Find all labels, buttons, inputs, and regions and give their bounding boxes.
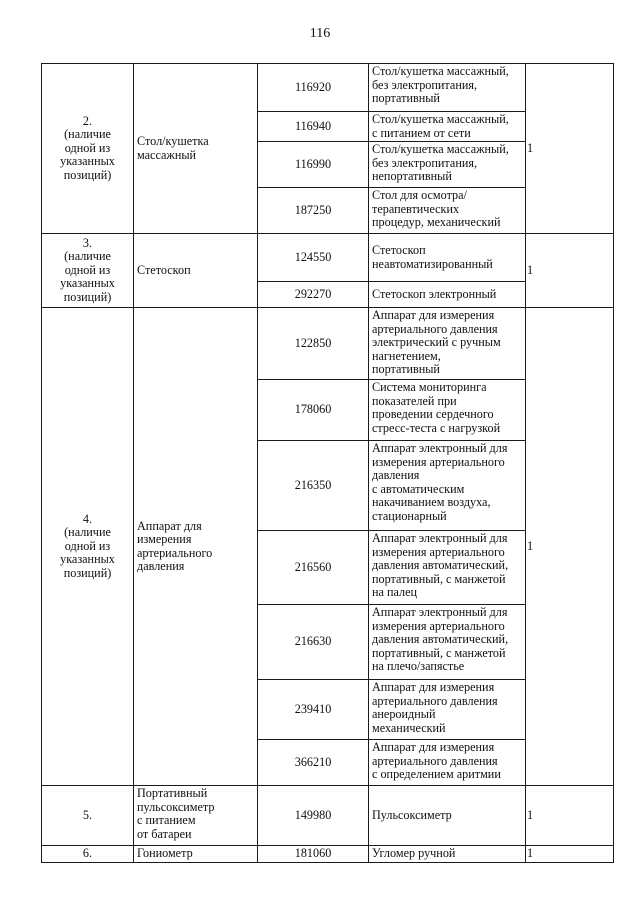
quantity: 1 — [526, 308, 614, 786]
item-description: Аппарат электронный для измерения артериального давления автоматический, портативный, с манжетой на плечо/запястье — [369, 605, 526, 680]
table-row — [42, 64, 614, 112]
item-description: Аппарат электронный для измерения артериального давления с автоматическим накачиванием воздуха, стационарный — [369, 441, 526, 531]
equipment-name: Гониометр — [134, 846, 258, 863]
quantity: 1 — [526, 64, 614, 234]
item-description: Аппарат электронный для измерения артериального давления автоматический, портативный, с манжетой на палец — [369, 531, 526, 605]
row-number: 4. (наличие одной из указанных позиций) — [42, 308, 134, 786]
table-row — [42, 846, 614, 863]
table-row — [42, 786, 614, 846]
item-description: Пульсоксиметр — [369, 786, 526, 846]
equipment-table — [41, 63, 614, 863]
page-number: 116 — [309, 26, 331, 41]
row-number: 3. (наличие одной из указанных позиций) — [42, 234, 134, 308]
item-code: 239410 — [258, 680, 369, 740]
item-code: 122850 — [258, 308, 369, 380]
item-code: 116920 — [258, 64, 369, 112]
item-code: 116940 — [258, 112, 369, 142]
item-code: 216630 — [258, 605, 369, 680]
row-number: 6. — [42, 846, 134, 863]
item-description: Угломер ручной — [369, 846, 526, 863]
item-code: 178060 — [258, 380, 369, 441]
equipment-name: Аппарат для измерения артериального давления — [134, 308, 258, 786]
item-description: Стол для осмотра/ терапевтических процедур, механический — [369, 188, 526, 234]
item-description: Стол/кушетка массажный, без электропитания, непортативный — [369, 142, 526, 188]
equipment-name: Стол/кушетка массажный — [134, 64, 258, 234]
equipment-name: Портативный пульсоксиметр с питанием от батареи — [134, 786, 258, 846]
item-code: 292270 — [258, 282, 369, 308]
item-code: 187250 — [258, 188, 369, 234]
item-code: 216350 — [258, 441, 369, 531]
quantity: 1 — [526, 786, 614, 846]
item-description: Стетоскоп неавтоматизированный — [369, 234, 526, 282]
quantity: 1 — [526, 846, 614, 863]
item-description: Аппарат для измерения артериального давления с определением аритмии — [369, 740, 526, 786]
item-code: 149980 — [258, 786, 369, 846]
equipment-name: Стетоскоп — [134, 234, 258, 308]
item-description: Стол/кушетка массажный, без электропитания, портативный — [369, 64, 526, 112]
item-code: 124550 — [258, 234, 369, 282]
item-code: 366210 — [258, 740, 369, 786]
item-description: Стетоскоп электронный — [369, 282, 526, 308]
item-code: 116990 — [258, 142, 369, 188]
row-number: 2. (наличие одной из указанных позиций) — [42, 64, 134, 234]
row-number: 5. — [42, 786, 134, 846]
quantity: 1 — [526, 234, 614, 308]
item-description: Аппарат для измерения артериального давления анероидный механический — [369, 680, 526, 740]
item-description: Аппарат для измерения артериального давления электрический с ручным нагнетением, портативный — [369, 308, 526, 380]
item-code: 216560 — [258, 531, 369, 605]
item-description: Стол/кушетка массажный, с питанием от сети — [369, 112, 526, 142]
item-code: 181060 — [258, 846, 369, 863]
table-row — [42, 234, 614, 282]
table-row — [42, 308, 614, 380]
item-description: Система мониторинга показателей при проведении сердечного стресс-теста с нагрузкой — [369, 380, 526, 441]
